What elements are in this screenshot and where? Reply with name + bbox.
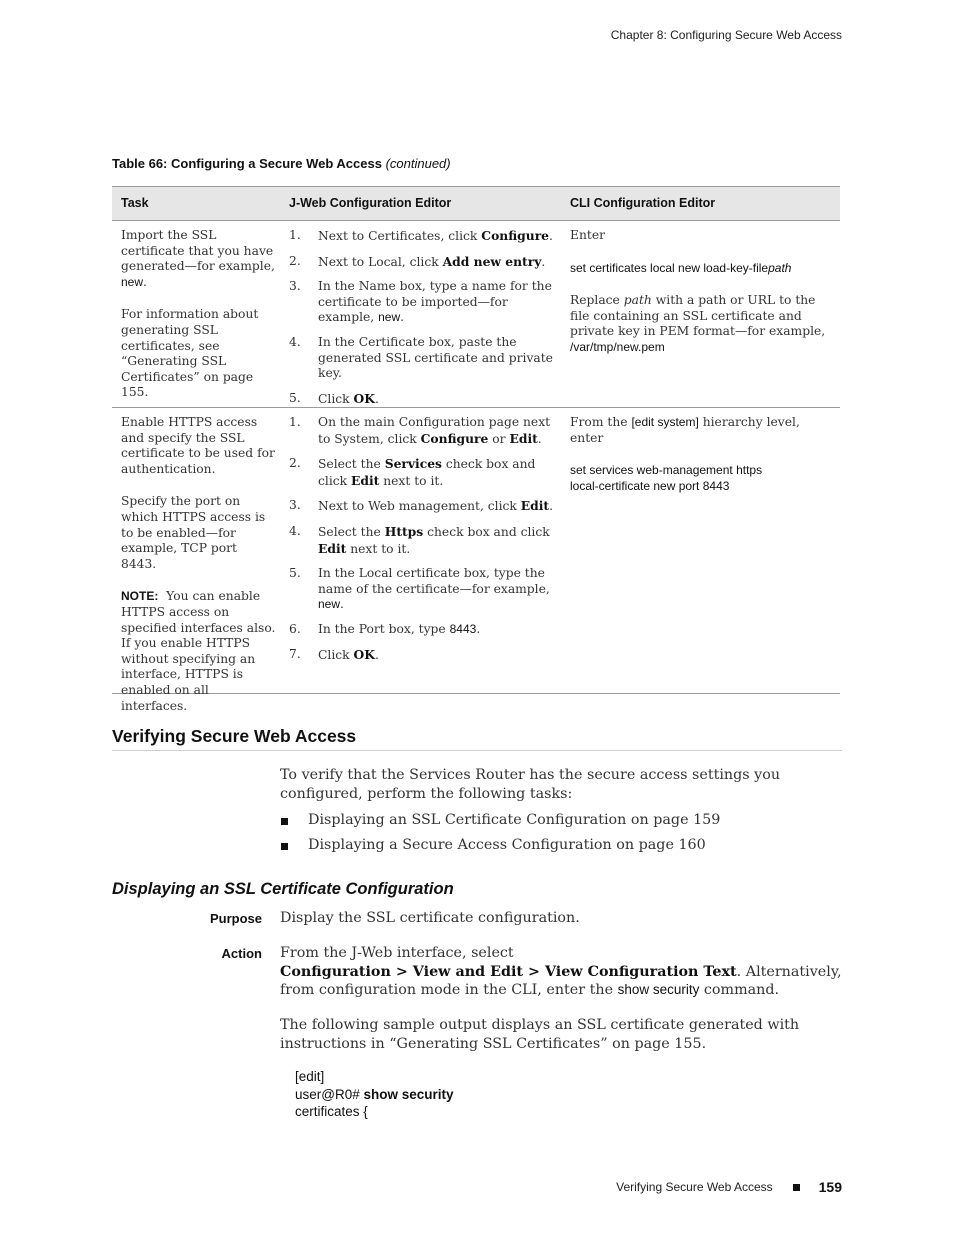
jweb-cell (289, 415, 559, 672)
cli-command: set certificates local new load-key-filepath (570, 260, 792, 275)
header-task: Task (121, 196, 149, 210)
task-list (280, 812, 842, 862)
section-heading: Verifying Secure Web Access (112, 726, 842, 751)
cli-text: Enter (570, 228, 605, 242)
table-row (112, 408, 840, 713)
bullet-square-icon (281, 818, 288, 825)
table-caption (112, 156, 451, 171)
table-row (112, 221, 840, 408)
page-footer (616, 1179, 842, 1195)
jweb-step: 6. In the Port box, type 8443. (289, 621, 481, 636)
table-caption-title: Table 66: Configuring a Secure Web Access (112, 156, 382, 171)
subsection-heading: Displaying an SSL Certificate Configuration (112, 880, 454, 898)
task-text: Enable HTTPS access and specify the SSL certificate to be used for authentication. (121, 415, 275, 476)
jweb-step: 7. Click OK. (289, 646, 379, 662)
code-line: [edit] (295, 1069, 325, 1084)
cli-cell (570, 415, 832, 511)
purpose-text: Display the SSL certificate configuration. (280, 910, 580, 926)
jweb-step: 1. On the main Configuration page next to System, click Configure or Edit. (289, 415, 551, 446)
header-jweb: J-Web Configuration Editor (289, 196, 452, 210)
table-header-row (112, 186, 840, 221)
code-line: certificates { (295, 1104, 368, 1119)
jweb-step: 2. Next to Local, click Add new entry. (289, 253, 546, 269)
footer-square-icon (793, 1184, 800, 1191)
jweb-cell (289, 228, 559, 416)
header-cli: CLI Configuration Editor (570, 196, 716, 210)
jweb-step: 3. In the Name box, type a name for the certificate to be imported—for example, new. (289, 279, 552, 325)
jweb-step: 5. In the Local certificate box, type the name of the certificate—for example, new. (289, 566, 550, 612)
task-reference: For information about generating SSL certificates, see “Generating SSL Certificates” on page 155. (121, 307, 259, 400)
list-item: Displaying a Secure Access Configuration on page 160 (280, 837, 842, 862)
page-number: 159 (818, 1179, 842, 1195)
task-text: Import the SSL certificate that you have generated—for example, new. (121, 228, 275, 289)
jweb-step: 1. Next to Certificates, click Configure. (289, 228, 553, 243)
purpose-label: Purpose (209, 911, 262, 926)
jweb-step: 5. Click OK. (289, 390, 379, 406)
menu-path: Configuration > View and Edit > View Configuration Text (280, 963, 737, 980)
task-text: Specify the port on which HTTPS access is to be enabled—for example, TCP port 8443. (121, 494, 266, 571)
table-caption-continued: (continued) (385, 156, 451, 171)
jweb-step: 4. In the Certificate box, paste the generated SSL certificate and private key. (289, 334, 553, 381)
action-label: Action (221, 946, 262, 961)
footer-section-title: Verifying Secure Web Access (616, 1180, 773, 1194)
configuration-table (112, 186, 840, 713)
code-line: user@R0# show security (295, 1086, 454, 1102)
jweb-step: 3. Next to Web management, click Edit. (289, 498, 554, 514)
sample-output-paragraph: The following sample output displays an SSL certificate generated with instructions in “Generating SSL Certificates” on page 155. (280, 1017, 800, 1052)
code-sample (295, 1068, 454, 1121)
task-cell (121, 228, 276, 418)
bullet-square-icon (281, 843, 288, 850)
cli-cell (570, 228, 832, 373)
cli-text: Replace path with a path or URL to the file containing an SSL certificate and private key in PEM format—for example, /var/tmp/new.pem (570, 293, 826, 354)
list-item: Displaying an SSL Certificate Configuration on page 159 (280, 812, 842, 837)
note-label: NOTE: (121, 589, 159, 604)
intro-paragraph: To verify that the Services Router has the secure access settings you configured, perform the following tasks: (280, 767, 781, 802)
action-paragraph: From the J-Web interface, select Configuration > View and Edit > View Configuration Text. Alternatively, from configuration mode in the CLI, enter the show security command. (280, 945, 842, 998)
task-note: NOTE: You can enable HTTPS access on specified interfaces also. If you enable HTTPS without specifying an interface, HTTPS is enabled on all interfaces. (121, 589, 276, 713)
cli-command: set services web-management https local-certificate new port 8443 (570, 463, 763, 493)
cli-text: From the [edit system] hierarchy level, enter (570, 415, 800, 445)
task-cell (121, 415, 276, 731)
running-head: Chapter 8: Configuring Secure Web Access (610, 28, 842, 42)
jweb-step: 4. Select the Https check box and click Edit next to it. (289, 523, 550, 556)
jweb-step: 2. Select the Services check box and click Edit next to it. (289, 456, 536, 488)
